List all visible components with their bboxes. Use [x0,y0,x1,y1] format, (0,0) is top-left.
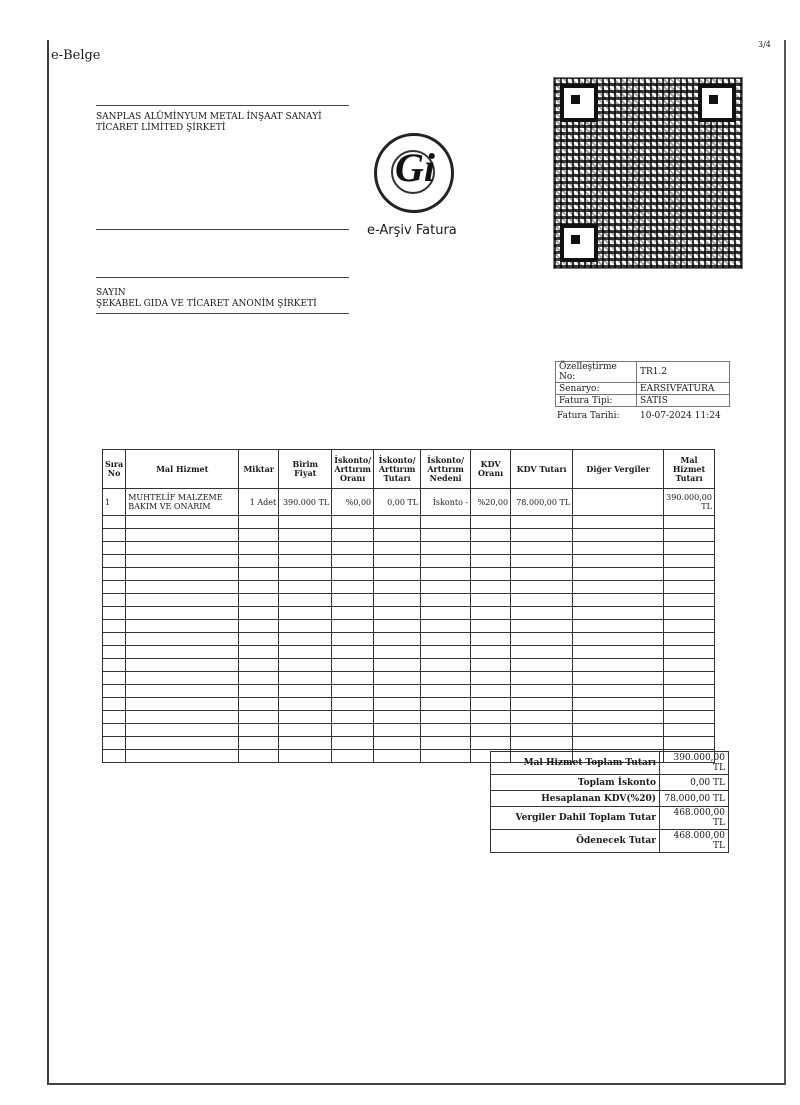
col-header: Mal Hizmet [126,450,239,489]
cell-discount-amount: 0,00 TL [374,489,421,516]
col-header: İskonto/ Arttırım Nedeni [421,450,471,489]
empty-cell [573,724,664,737]
empty-cell [664,711,715,724]
empty-cell [103,620,126,633]
empty-table-row [103,711,715,724]
empty-cell [103,555,126,568]
empty-cell [421,724,471,737]
empty-cell [126,711,239,724]
invoice-date-value: 10-07-2024 11:24 [640,411,721,421]
empty-table-row [103,529,715,542]
empty-cell [374,672,421,685]
empty-cell [332,581,374,594]
meta-row [556,395,730,407]
col-header: Miktar [239,450,279,489]
totals-value: 468.000,00 TL [660,807,729,830]
totals-label: Ödenecek Tutar [491,830,660,853]
empty-cell [421,711,471,724]
empty-cell [279,607,332,620]
empty-table-row [103,646,715,659]
empty-cell [332,737,374,750]
empty-cell [103,646,126,659]
empty-cell [239,724,279,737]
empty-cell [374,737,421,750]
empty-cell [374,646,421,659]
empty-cell [279,646,332,659]
empty-cell [332,711,374,724]
empty-cell [471,529,511,542]
cell-other-taxes [573,489,664,516]
empty-table-row [103,516,715,529]
empty-cell [103,724,126,737]
cell-item: MUHTELİF MALZEME BAKIM VE ONARIM [126,489,239,516]
empty-cell [332,542,374,555]
empty-cell [471,711,511,724]
empty-cell [239,698,279,711]
empty-cell [573,516,664,529]
empty-cell [421,620,471,633]
empty-cell [421,698,471,711]
empty-cell [332,659,374,672]
empty-cell [511,620,573,633]
empty-cell [279,633,332,646]
empty-cell [511,555,573,568]
empty-table-row [103,685,715,698]
totals-table [490,751,729,853]
empty-cell [239,711,279,724]
empty-cell [374,659,421,672]
empty-cell [332,620,374,633]
empty-cell [471,594,511,607]
empty-cell [332,724,374,737]
empty-cell [103,529,126,542]
empty-cell [332,516,374,529]
empty-cell [374,516,421,529]
empty-cell [421,529,471,542]
empty-cell [103,581,126,594]
empty-cell [471,581,511,594]
empty-cell [573,607,664,620]
empty-cell [421,555,471,568]
empty-cell [374,542,421,555]
empty-cell [239,529,279,542]
empty-cell [239,646,279,659]
empty-table-row [103,542,715,555]
empty-cell [421,685,471,698]
empty-table-row [103,568,715,581]
empty-cell [239,659,279,672]
empty-cell [421,750,471,763]
empty-cell [471,672,511,685]
empty-table-row [103,555,715,568]
empty-cell [239,516,279,529]
empty-cell [664,555,715,568]
empty-cell [374,568,421,581]
empty-cell [471,607,511,620]
empty-cell [374,555,421,568]
empty-cell [511,698,573,711]
empty-cell [332,646,374,659]
empty-cell [126,724,239,737]
items-table [102,449,715,763]
empty-cell [421,542,471,555]
empty-cell [103,607,126,620]
empty-cell [664,516,715,529]
empty-cell [239,594,279,607]
empty-cell [374,529,421,542]
empty-cell [103,568,126,581]
empty-cell [126,607,239,620]
empty-table-row [103,698,715,711]
empty-cell [421,568,471,581]
empty-cell [511,568,573,581]
empty-cell [279,555,332,568]
empty-cell [126,685,239,698]
empty-cell [239,633,279,646]
empty-cell [573,711,664,724]
empty-cell [126,529,239,542]
empty-cell [279,620,332,633]
meta-row [556,383,730,395]
empty-cell [664,620,715,633]
totals-value: 468.000,00 TL [660,830,729,853]
empty-cell [511,646,573,659]
empty-cell [471,737,511,750]
empty-cell [239,685,279,698]
empty-cell [279,659,332,672]
cell-discount-reason: İskonto - [421,489,471,516]
document-title: e-Arşiv Fatura [367,223,457,238]
cell-vat-rate: %20,00 [471,489,511,516]
empty-cell [664,594,715,607]
empty-cell [279,698,332,711]
totals-row [491,775,729,791]
empty-cell [511,672,573,685]
empty-cell [126,633,239,646]
empty-cell [511,737,573,750]
items-header-row [103,450,715,489]
col-header: Sıra No [103,450,126,489]
empty-cell [332,529,374,542]
cell-discount-rate: %0,00 [332,489,374,516]
empty-cell [573,542,664,555]
empty-cell [279,581,332,594]
logo-glyph: Gi [395,145,435,190]
empty-cell [573,555,664,568]
empty-cell [471,555,511,568]
empty-cell [421,581,471,594]
empty-cell [279,529,332,542]
empty-cell [332,594,374,607]
page-mark: 3/4 [758,40,771,49]
empty-cell [421,516,471,529]
empty-table-row [103,620,715,633]
empty-cell [374,724,421,737]
empty-cell [239,620,279,633]
meta-value: SATIS [637,395,730,407]
empty-cell [374,607,421,620]
col-header: KDV Tutarı [511,450,573,489]
qr-code [553,77,743,269]
empty-cell [573,620,664,633]
empty-cell [126,698,239,711]
empty-cell [126,659,239,672]
empty-cell [421,607,471,620]
empty-cell [471,516,511,529]
meta-value: EARSIVFATURA [637,383,730,395]
empty-cell [239,568,279,581]
col-header: İskonto/ Arttırım Oranı [332,450,374,489]
empty-table-row [103,672,715,685]
empty-cell [126,542,239,555]
empty-cell [126,594,239,607]
empty-cell [664,672,715,685]
qr-finder [560,224,598,262]
empty-cell [573,594,664,607]
empty-cell [573,659,664,672]
empty-cell [664,724,715,737]
empty-cell [664,529,715,542]
empty-cell [374,698,421,711]
seller-top-rule [96,105,349,106]
col-header: KDV Oranı [471,450,511,489]
cell-qty: 1 Adet [239,489,279,516]
empty-cell [239,607,279,620]
empty-cell [471,633,511,646]
totals-row [491,830,729,853]
empty-cell [126,555,239,568]
buyer-name: ŞEKABEL GIDA VE TİCARET ANONİM ŞİRKETİ [96,299,317,309]
empty-cell [511,685,573,698]
empty-cell [279,737,332,750]
empty-cell [664,659,715,672]
empty-cell [511,529,573,542]
empty-cell [511,633,573,646]
empty-cell [664,685,715,698]
buyer-top-rule [96,277,349,278]
empty-cell [573,698,664,711]
empty-cell [374,581,421,594]
empty-cell [573,529,664,542]
empty-cell [332,685,374,698]
empty-cell [374,633,421,646]
empty-cell [103,672,126,685]
empty-table-row [103,724,715,737]
empty-cell [332,555,374,568]
empty-table-row [103,633,715,646]
invoice-meta-table [555,361,730,407]
totals-value: 78.000,00 TL [660,791,729,807]
empty-cell [471,542,511,555]
empty-cell [664,568,715,581]
totals-value: 0,00 TL [660,775,729,791]
empty-cell [126,750,239,763]
empty-cell [421,646,471,659]
empty-cell [374,750,421,763]
empty-cell [573,568,664,581]
empty-table-row [103,581,715,594]
empty-cell [332,698,374,711]
empty-cell [332,607,374,620]
col-header: Mal Hizmet Tutarı [664,450,715,489]
empty-cell [103,698,126,711]
empty-cell [279,516,332,529]
qr-finder [560,84,598,122]
seller-bottom-rule [96,229,349,230]
empty-cell [279,594,332,607]
empty-cell [511,711,573,724]
cell-unit-price: 390.000 TL [279,489,332,516]
empty-cell [471,724,511,737]
empty-cell [511,724,573,737]
meta-row [556,362,730,383]
empty-cell [126,620,239,633]
empty-cell [239,672,279,685]
totals-row [491,752,729,775]
empty-cell [471,620,511,633]
empty-cell [573,646,664,659]
empty-cell [511,659,573,672]
empty-cell [126,516,239,529]
empty-cell [471,659,511,672]
empty-table-row [103,737,715,750]
empty-cell [332,633,374,646]
empty-cell [279,724,332,737]
cell-no: 1 [103,489,126,516]
empty-cell [471,568,511,581]
empty-cell [471,698,511,711]
empty-cell [332,750,374,763]
empty-cell [511,581,573,594]
empty-cell [279,542,332,555]
meta-label: Senaryo: [556,383,637,395]
empty-table-row [103,607,715,620]
empty-cell [664,737,715,750]
meta-label: Fatura Tipi: [556,395,637,407]
empty-cell [279,568,332,581]
empty-cell [573,672,664,685]
empty-cell [573,685,664,698]
empty-cell [664,581,715,594]
empty-cell [471,685,511,698]
empty-cell [126,568,239,581]
empty-table-row [103,659,715,672]
empty-cell [511,594,573,607]
totals-label: Toplam İskonto [491,775,660,791]
totals-label: Hesaplanan KDV(%20) [491,791,660,807]
totals-label: Mal Hizmet Toplam Tutarı [491,752,660,775]
empty-cell [332,672,374,685]
empty-cell [126,737,239,750]
empty-cell [126,646,239,659]
empty-cell [471,646,511,659]
app-label: e-Belge [51,48,101,63]
invoice-date-label: Fatura Tarihi: [557,411,620,421]
empty-cell [511,607,573,620]
totals-row [491,807,729,830]
empty-cell [279,685,332,698]
col-header: İskonto/ Arttırım Tutarı [374,450,421,489]
empty-cell [573,633,664,646]
empty-cell [239,542,279,555]
empty-cell [421,737,471,750]
seller-name: SANPLAS ALÜMİNYUM METAL İNŞAAT SANAYİ TİCARET LİMİTED ŞİRKETİ [96,112,322,133]
empty-cell [421,672,471,685]
totals-label: Vergiler Dahil Toplam Tutar [491,807,660,830]
empty-cell [103,633,126,646]
empty-cell [374,620,421,633]
empty-cell [239,737,279,750]
empty-cell [421,633,471,646]
empty-cell [103,750,126,763]
totals-value: 390.000,00 TL [660,752,729,775]
empty-cell [374,685,421,698]
empty-cell [103,737,126,750]
empty-table-row [103,594,715,607]
empty-cell [103,542,126,555]
empty-cell [421,659,471,672]
empty-cell [103,711,126,724]
empty-cell [332,568,374,581]
empty-cell [374,594,421,607]
empty-cell [126,672,239,685]
empty-cell [573,581,664,594]
meta-value: TR1.2 [637,362,730,383]
empty-cell [126,581,239,594]
empty-cell [664,542,715,555]
totals-row [491,791,729,807]
empty-cell [279,750,332,763]
buyer-salutation: SAYIN [96,288,126,298]
empty-cell [103,594,126,607]
qr-finder [698,84,736,122]
empty-cell [279,711,332,724]
empty-cell [421,594,471,607]
empty-cell [664,633,715,646]
empty-cell [103,659,126,672]
empty-cell [664,698,715,711]
gib-logo [374,133,454,213]
empty-cell [511,516,573,529]
cell-total: 390.000,00 TL [664,489,715,516]
buyer-bottom-rule [96,313,349,314]
empty-cell [239,581,279,594]
empty-cell [279,672,332,685]
table-row [103,489,715,516]
empty-cell [573,737,664,750]
cell-vat-amount: 78.000,00 TL [511,489,573,516]
empty-cell [103,516,126,529]
meta-label: Özelleştirme No: [556,362,637,383]
empty-cell [103,685,126,698]
empty-cell [664,646,715,659]
empty-cell [239,555,279,568]
col-header: Diğer Vergiler [573,450,664,489]
col-header: Birim Fiyat [279,450,332,489]
empty-cell [374,711,421,724]
empty-cell [664,607,715,620]
empty-cell [239,750,279,763]
empty-cell [511,542,573,555]
